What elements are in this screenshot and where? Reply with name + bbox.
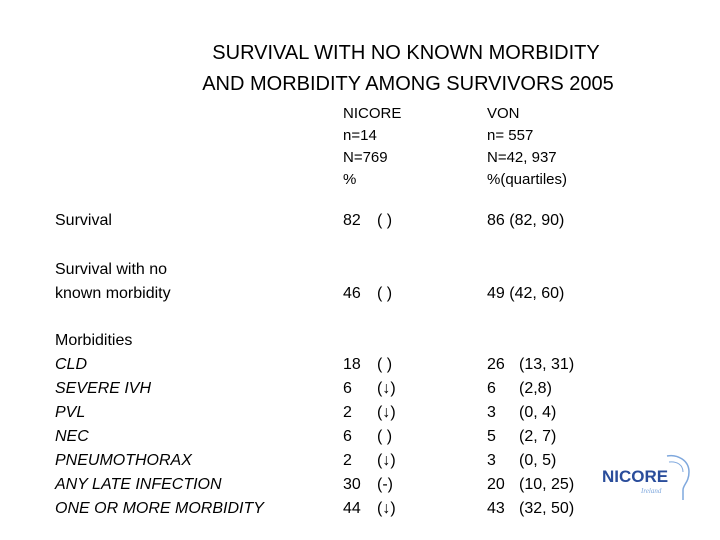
morbidities-nicore-indicators bbox=[377, 353, 396, 521]
logo-subtitle: Ireland bbox=[641, 487, 662, 495]
nicore-indicator: (↓) bbox=[377, 404, 396, 421]
von-header-line: %(quartiles) bbox=[487, 171, 568, 188]
morbidity-label: PVL bbox=[55, 404, 86, 421]
nicore-indicator: (↓) bbox=[377, 500, 396, 517]
slide-title bbox=[0, 38, 720, 100]
morbidity-label: ANY LATE INFECTION bbox=[55, 476, 222, 493]
morbidities-heading: Morbidities bbox=[55, 332, 133, 349]
morbidity-label: PNEUMOTHORAX bbox=[55, 452, 192, 469]
nicore-header-line: N=769 bbox=[343, 149, 388, 166]
morbidities-labels bbox=[55, 329, 264, 521]
morbidity-label: SEVERE IVH bbox=[55, 380, 152, 397]
nicore-indicator: ( ) bbox=[377, 428, 393, 445]
von-quartile: (0, 4) bbox=[519, 404, 557, 421]
survival-no-morbidity-nicore-value: 46 bbox=[343, 285, 361, 302]
von-header-line: N=42, 937 bbox=[487, 149, 557, 166]
nicore-header-line: n=14 bbox=[343, 127, 377, 144]
nicore-header-line: % bbox=[343, 171, 357, 188]
nicore-value: 6 bbox=[343, 428, 352, 445]
title-line-2: AND MORBIDITY AMONG SURVIVORS 2005 bbox=[202, 73, 614, 95]
von-header-line: VON bbox=[487, 105, 520, 122]
label-line: known morbidity bbox=[55, 285, 171, 302]
von-quartile: (0, 5) bbox=[519, 452, 557, 469]
row-label-survival: Survival bbox=[55, 212, 112, 229]
survival-no-morbidity-von-value: 49 (42, 60) bbox=[487, 285, 565, 302]
morbidities-von-quartiles bbox=[519, 353, 574, 521]
nicore-logo-graphic bbox=[597, 452, 693, 502]
morbidity-label: NEC bbox=[55, 428, 89, 445]
von-quartile: (2,8) bbox=[519, 380, 552, 397]
von-value: 6 bbox=[487, 380, 496, 397]
nicore-value: 6 bbox=[343, 380, 352, 397]
von-value: 20 bbox=[487, 476, 505, 493]
survival-nicore-value: 82 bbox=[343, 212, 361, 229]
morbidities-nicore-values bbox=[343, 353, 361, 521]
title-line-1: SURVIVAL WITH NO KNOWN MORBIDITY bbox=[212, 42, 600, 64]
morbidity-label: ONE OR MORE MORBIDITY bbox=[55, 500, 264, 517]
logo-wordmark: NICORE bbox=[602, 467, 669, 486]
nicore-value: 2 bbox=[343, 452, 352, 469]
nicore-column-header bbox=[343, 103, 401, 191]
nicore-value: 44 bbox=[343, 500, 361, 517]
label-line: Survival with no bbox=[55, 261, 168, 278]
nicore-header-line: NICORE bbox=[343, 105, 402, 122]
von-quartile: (32, 50) bbox=[519, 500, 575, 517]
morbidities-von-values bbox=[487, 353, 505, 521]
von-column-header bbox=[487, 103, 567, 191]
nicore-indicator: (↓) bbox=[377, 452, 396, 469]
nicore-value: 30 bbox=[343, 476, 361, 493]
morbidity-label: CLD bbox=[55, 356, 88, 373]
row-label-survival-no-morbidity bbox=[55, 258, 171, 306]
von-quartile: (10, 25) bbox=[519, 476, 575, 493]
von-quartile: (13, 31) bbox=[519, 356, 575, 373]
nicore-value: 18 bbox=[343, 356, 361, 373]
survival-von-value: 86 (82, 90) bbox=[487, 212, 565, 229]
survival-nicore-indicator: ( ) bbox=[377, 212, 393, 229]
von-value: 43 bbox=[487, 500, 505, 517]
survival-no-morbidity-nicore-indicator: ( ) bbox=[377, 285, 393, 302]
von-value: 3 bbox=[487, 404, 496, 421]
von-value: 5 bbox=[487, 428, 496, 445]
von-value: 3 bbox=[487, 452, 496, 469]
nicore-indicator: ( ) bbox=[377, 356, 393, 373]
nicore-logo bbox=[597, 452, 693, 502]
von-quartile: (2, 7) bbox=[519, 428, 557, 445]
von-value: 26 bbox=[487, 356, 505, 373]
nicore-indicator: (-) bbox=[377, 476, 393, 493]
nicore-value: 2 bbox=[343, 404, 352, 421]
von-header-line: n= 557 bbox=[487, 127, 534, 144]
nicore-indicator: (↓) bbox=[377, 380, 396, 397]
